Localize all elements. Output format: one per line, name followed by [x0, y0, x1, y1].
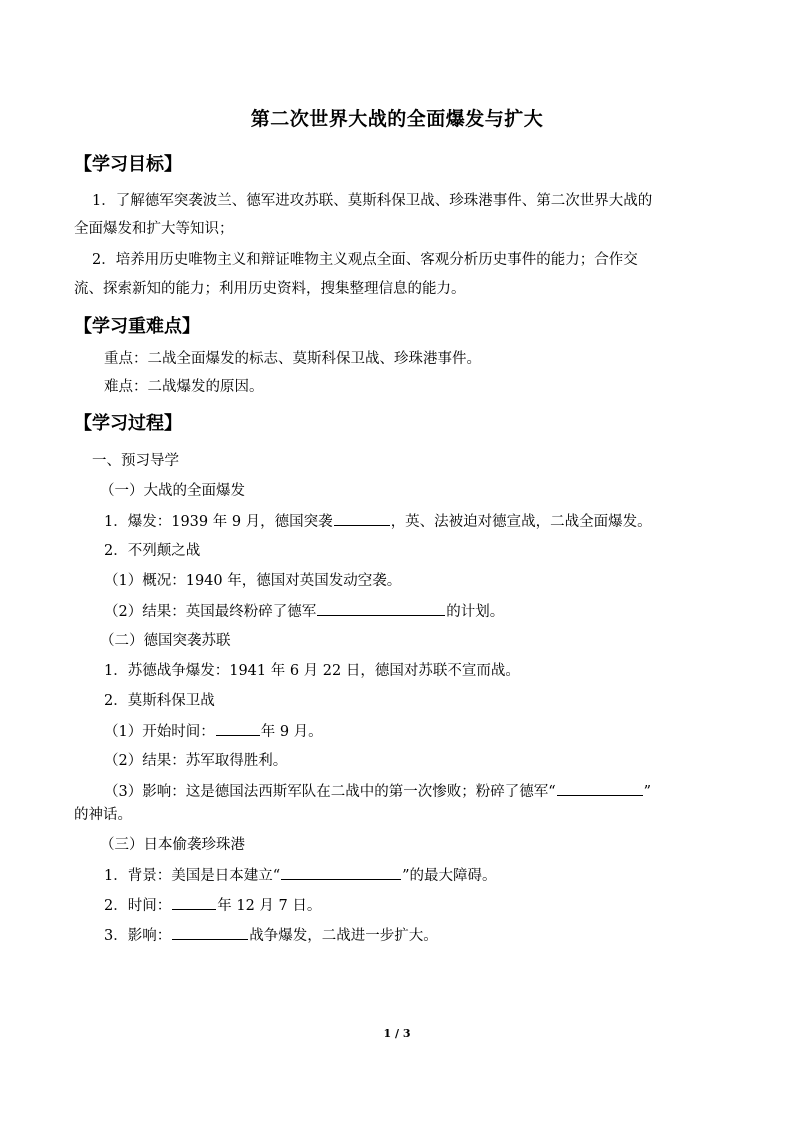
item-result-moscow: （2）结果：苏军取得胜利。 — [104, 753, 288, 769]
subsection-heading-3: （三）日本偷袭珍珠港 — [100, 837, 245, 853]
page-number: 1 / 3 — [383, 1027, 411, 1040]
item-battle-of-britain: 2．不列颠之战 — [104, 543, 201, 559]
answer-blank[interactable] — [216, 721, 260, 736]
question-background — [104, 865, 497, 886]
question-text: ，英、法被迫对德宣战，二战全面爆发。 — [390, 514, 652, 530]
section-heading-keypoints: 【学习重难点】 — [74, 316, 200, 337]
question-impact-moscow-cont: 的神话。 — [74, 807, 132, 823]
question-text: 的计划。 — [446, 604, 505, 620]
answer-blank[interactable] — [334, 511, 390, 526]
question-start-time — [104, 721, 323, 742]
question-text: ”的最大障碍。 — [402, 868, 497, 884]
item-moscow-defense: 2．莫斯科保卫战 — [104, 693, 215, 709]
goal-2-line-1: 2．培养用历史唯物主义和辩证唯物主义观点全面、客观分析历史事件的能力；合作交 — [92, 252, 638, 268]
key-point-line: 重点：二战全面爆发的标志、莫斯科保卫战、珍珠港事件。 — [104, 351, 481, 367]
section-heading-process: 【学习过程】 — [74, 413, 182, 434]
page-title: 第二次世界大战的全面爆发与扩大 — [250, 108, 544, 130]
question-impact-pearl-harbor — [104, 925, 438, 946]
section-heading-goals: 【学习目标】 — [74, 154, 182, 175]
item-overview: （1）概况：1940 年，德国对英国发动空袭。 — [104, 573, 402, 589]
goal-1-line-1: 1．了解德军突袭波兰、德军进攻苏联、莫斯科保卫战、珍珠港事件、第二次世界大战的 — [92, 193, 653, 209]
question-text: 3．影响： — [104, 928, 172, 944]
difficult-point-line: 难点：二战爆发的原因。 — [104, 379, 264, 395]
answer-blank[interactable] — [172, 895, 216, 910]
question-time — [104, 895, 321, 916]
question-text: 年 9 月。 — [260, 724, 323, 740]
subsection-heading-1: （一）大战的全面爆发 — [100, 483, 245, 499]
question-text: 1．背景：美国是日本建立“ — [104, 868, 281, 884]
question-text: 1．爆发：1939 年 9 月，德国突袭 — [104, 514, 333, 530]
question-text: ” — [643, 784, 652, 800]
item-soviet-german-war: 1．苏德战争爆发：1941 年 6 月 22 日，德国对苏联不宣而战。 — [104, 663, 520, 679]
question-impact-moscow — [104, 781, 651, 802]
question-text: 年 12 月 7 日。 — [217, 898, 322, 914]
question-text: （3）影响：这是德国法西斯军队在二战中的第一次惨败；粉碎了德军“ — [104, 784, 556, 800]
question-result-britain — [104, 601, 504, 622]
question-text: （2）结果：英国最终粉碎了德军 — [104, 604, 317, 620]
answer-blank[interactable] — [172, 925, 248, 940]
question-outbreak — [104, 511, 652, 532]
answer-blank[interactable] — [317, 601, 445, 616]
part-heading: 一、预习导学 — [92, 453, 179, 469]
answer-blank[interactable] — [281, 865, 401, 880]
goal-2-line-2: 流、探索新知的能力；利用历史资料，搜集整理信息的能力。 — [74, 281, 466, 297]
goal-1-line-2: 全面爆发和扩大等知识； — [74, 221, 234, 237]
subsection-heading-2: （二）德国突袭苏联 — [100, 633, 231, 649]
answer-blank[interactable] — [557, 781, 643, 796]
question-text: 战争爆发，二战进一步扩大。 — [249, 928, 438, 944]
question-text: 2．时间： — [104, 898, 172, 914]
question-text: （1）开始时间： — [104, 724, 215, 740]
